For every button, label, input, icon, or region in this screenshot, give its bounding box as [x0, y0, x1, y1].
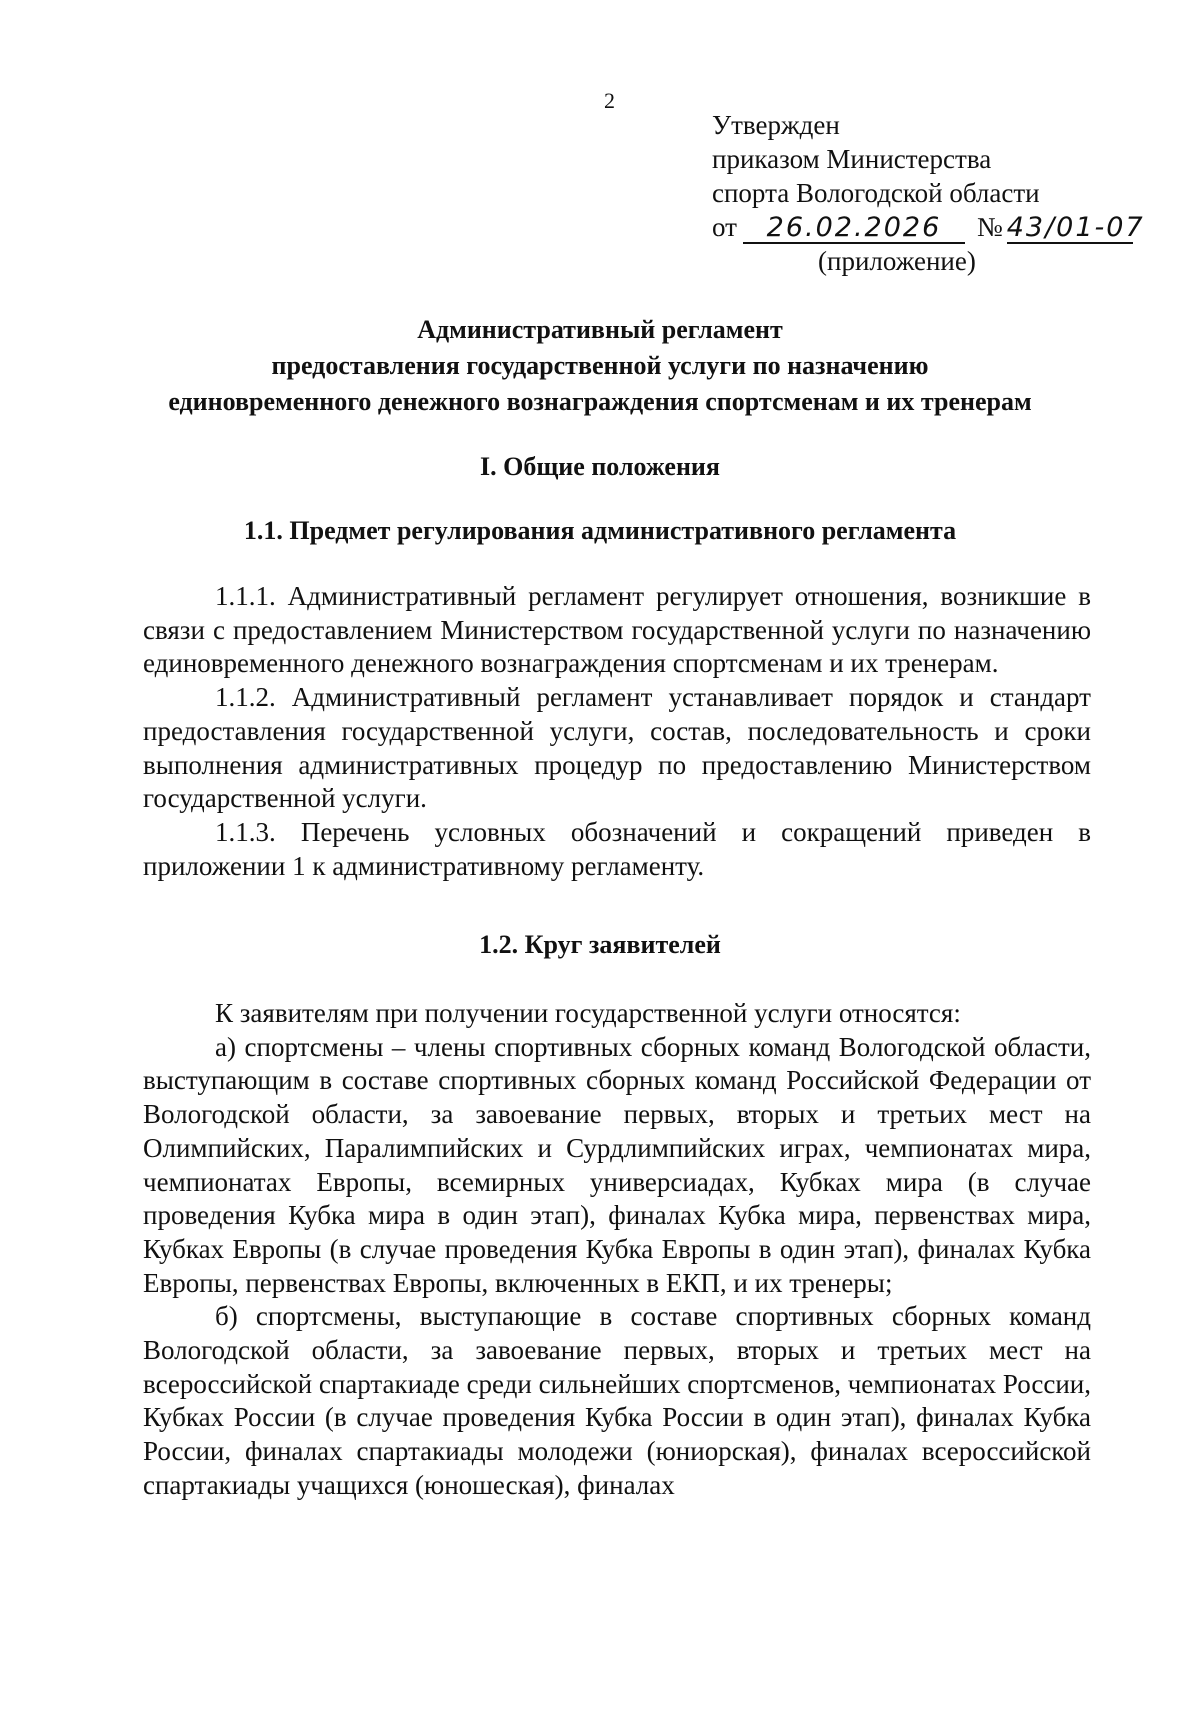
title-line-2: предоставления государственной услуги по назначению — [271, 351, 929, 380]
approval-stamp-block — [712, 108, 1145, 278]
handwritten-number: 43/01-07 — [1006, 212, 1145, 243]
paragraph-1-1-2: 1.1.2. Административный регламент устанавливает порядок и стандарт предоставления государственной услуги, состав, последовательность и сроки выполнения административных процедур по предоставлению Министерством государственной услуги. — [143, 682, 1091, 814]
approval-appendix: (приложение) — [818, 246, 976, 276]
applicants-paragraphs — [143, 997, 1091, 1503]
title-line-1: Административный регламент — [417, 315, 783, 344]
applicants-item-a: а) спортсмены – члены спортивных сборных команд Вологодской области, выступающим в составе спортивных сборных команд Российской Федерации от Вологодской области, за завоевание первых, вторых и третьих мест на Олимпийских, Паралимпийских и Сурдлимпийских играх, чемпионатах мира, чемпионатах Европы, всемирных универсиадах, Кубках мира (в случае проведения Кубка мира в один этап), финалах Кубка мира, первенствах мира, Кубках Европы (в случае проведения Кубка Европы в один этап), финалах Кубка Европы, первенствах Европы, включенных в ЕКП, и их тренеры; — [143, 1031, 1091, 1298]
section-heading-general: I. Общие положения — [480, 452, 720, 481]
handwritten-date: 26.02.2026 — [743, 214, 965, 244]
paragraph-1-1-1: 1.1.1. Административный регламент регулирует отношения, возникшие в связи с предоставлением Министерством государственной услуги по назначению единовременного денежного вознаграждения спортсменам и их тренерам. — [143, 581, 1091, 679]
section-heading-subject: 1.1. Предмет регулирования административного регламента — [243, 516, 957, 545]
approval-line-2: приказом Министерства — [712, 144, 992, 174]
applicants-intro: К заявителям при получении государственной услуги относятся: — [215, 998, 961, 1028]
page-number: 2 — [604, 88, 615, 113]
document-title — [0, 312, 1200, 420]
approval-line-3: спорта Вологодской области — [712, 178, 1040, 208]
applicants-item-b: б) спортсмены, выступающие в составе спортивных сборных команд Вологодской области, за завоевание первых, вторых и третьих мест на всероссийской спартакиаде среди сильнейших спортсменов, чемпионатах России, Кубках России (в случае проведения Кубка России в один этап), финалах Кубка России, финалах спартакиады молодежи (юниорская), финалах всероссийской спартакиады учащихся (юношеская), финалах — [143, 1301, 1091, 1500]
subject-paragraphs — [143, 580, 1091, 883]
section-heading-applicants: 1.2. Круг заявителей — [479, 930, 721, 959]
from-label: от — [712, 212, 737, 242]
paragraph-1-1-3: 1.1.3. Перечень условных обозначений и сокращений приведен в приложении 1 к административному регламенту. — [143, 816, 1091, 881]
title-line-3: единовременного денежного вознаграждения спортсменам и их тренерам — [168, 387, 1032, 416]
approval-date-number-line — [712, 210, 1145, 244]
approval-line-1: Утвержден — [712, 110, 840, 140]
number-label: № — [976, 212, 1003, 242]
